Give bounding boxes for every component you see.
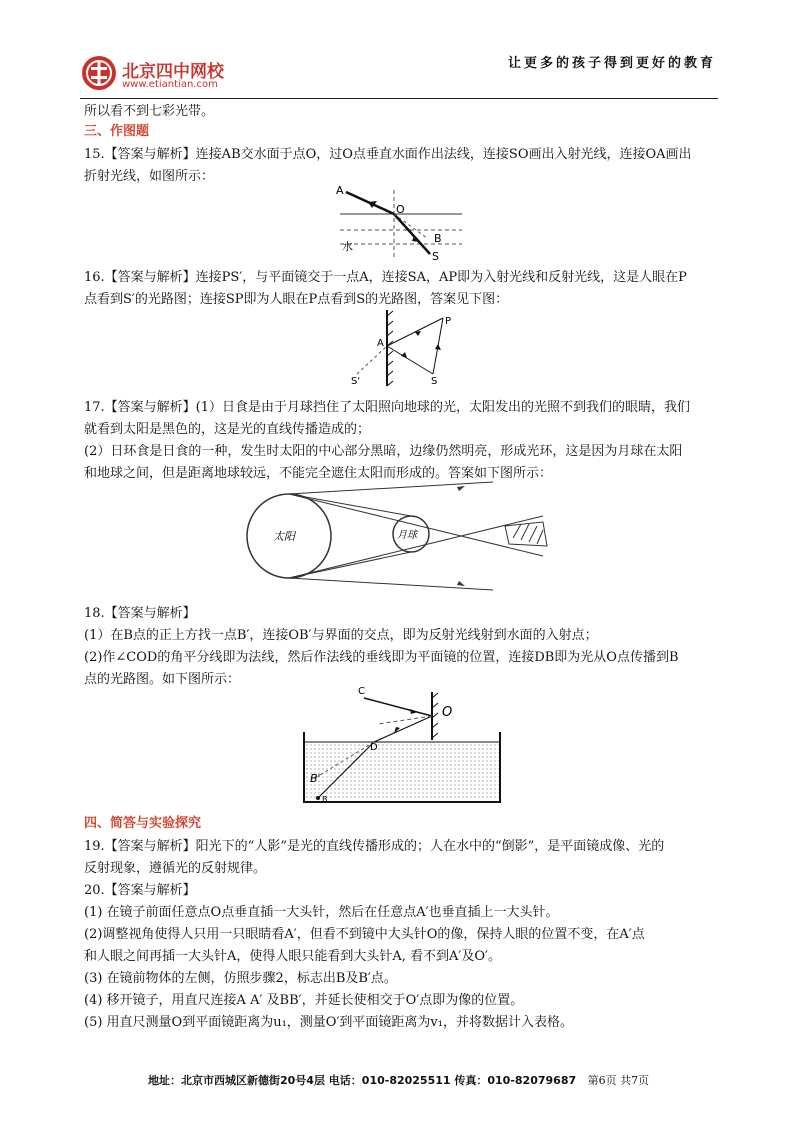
- svg-text:A: A: [377, 338, 384, 349]
- section-title: 三、作图题: [84, 124, 150, 139]
- q18-line: 点的光路图。如下图所示：: [84, 672, 241, 687]
- svg-text:月球: 月球: [397, 530, 417, 541]
- text-line: 所以看不到七彩光带。: [84, 104, 215, 119]
- q19-line: 反射现象，遵循光的反射规律。: [84, 861, 267, 876]
- q17-line: 和地球之间，但是距离地球较远，不能完全遮住太阳而形成的。答案如下图所示：: [84, 466, 553, 481]
- svg-text:O: O: [396, 203, 405, 216]
- q20-line: 和人眼之间再插一大头针A，使得人眼只能看到大头针A, 看不到A′及O′。: [84, 949, 501, 964]
- svg-text:A: A: [336, 184, 344, 197]
- svg-text:S: S: [431, 376, 438, 387]
- q19-line: 19.【答案与解析】阳光下的“人影”是光的直线传播形成的；人在水中的“倒影”，是平面镜成像、光的: [84, 839, 665, 854]
- footer: [148, 1072, 649, 1088]
- header-slogan: 让更多的孩子得到更好的教育: [507, 56, 716, 71]
- section-title: 四、简答与实验探究: [84, 816, 202, 831]
- q20-line: 20.【答案与解析】: [84, 883, 196, 898]
- figure-15-refraction: [332, 182, 467, 260]
- q20-line: (4) 移开镜子，用直尺连接A A′ 及BB′，并延长使相交于O′点即为像的位置。: [84, 993, 524, 1008]
- q18-line: 18.【答案与解析】: [84, 606, 196, 621]
- q15-line: 15.【答案与解析】连接AB交水面于点O，过O点垂直水面作出法线，连接SO画出入射光线，连接OA画出: [84, 147, 692, 162]
- svg-text:S: S: [432, 250, 439, 260]
- logo-text: 北京四中网校: [122, 62, 224, 82]
- q16-line: 点看到S′的光路图；连接SP即为人眼在P点看到S的光路图，答案见下图：: [84, 292, 509, 307]
- q20-line: (3) 在镜前物体的左侧，仿照步骤2，标志出B及B′点。: [84, 971, 397, 986]
- figure-16-mirror: [345, 306, 455, 388]
- svg-text:B: B: [322, 795, 328, 804]
- q17-line: 17.【答案与解析】(1）日食是由于月球挡住了太阳照向地球的光，太阳发出的光照不到我们的眼睛，我们: [84, 400, 691, 415]
- footer-address: 地址：北京市西城区新德街20号4层 电话：010-82025511 传真：010-82079687: [148, 1074, 577, 1087]
- svg-text:C: C: [358, 686, 365, 697]
- figure-18-mirror-water: [298, 684, 504, 806]
- svg-text:P: P: [445, 316, 452, 327]
- q18-line: (1）在B点的正上方找一点B′，连接OB′与界面的交点，即为反射光线射到水面的入射点；: [84, 628, 598, 643]
- header-logo: [80, 52, 240, 96]
- svg-text:B': B': [310, 772, 321, 785]
- q15-line: 折射光线，如图所示：: [84, 169, 215, 184]
- q20-line: (5) 用直尺测量O到平面镜距离为u₁，测量O′到平面镜距离为v₁，并将数据计入表格。: [84, 1015, 573, 1030]
- q20-line: (2)调整视角使得人只用一只眼睛看A′，但看不到镜中大头针O的像，保持人眼的位置不变，在A′点: [84, 927, 645, 942]
- logo-url: www.etiantian.com: [122, 79, 218, 90]
- svg-text:B: B: [434, 232, 442, 245]
- q17-line: 就看到太阳是黑色的，这是光的直线传播造成的；: [84, 422, 371, 437]
- svg-text:太阳: 太阳: [273, 530, 295, 543]
- footer-page: 第6页 共7页: [587, 1074, 650, 1087]
- q18-line: (2)作∠COD的角平分线即为法线，然后作法线的垂线即为平面镜的位置，连接DB即为光从O点传播到B: [84, 650, 679, 665]
- q16-line: 16.【答案与解析】连接PS′，与平面镜交于一点A，连接SA，AP即为入射光线和反射光线，这是人眼在P: [84, 270, 687, 285]
- q20-line: (1) 在镜子前面任意点O点垂直插一大头针，然后在任意点A′也垂直插上一大头针。: [84, 905, 559, 920]
- q17-line: (2）日环食是日食的一种，发生时太阳的中心部分黑暗，边缘仍然明亮，形成光环，这是因为月球在太阳: [84, 444, 683, 459]
- figure-17-eclipse: [243, 478, 559, 596]
- header-rule: [80, 98, 718, 99]
- svg-text:D: D: [370, 742, 378, 753]
- svg-text:水: 水: [342, 240, 353, 253]
- svg-text:O: O: [442, 705, 453, 720]
- svg-text:S': S': [351, 376, 361, 387]
